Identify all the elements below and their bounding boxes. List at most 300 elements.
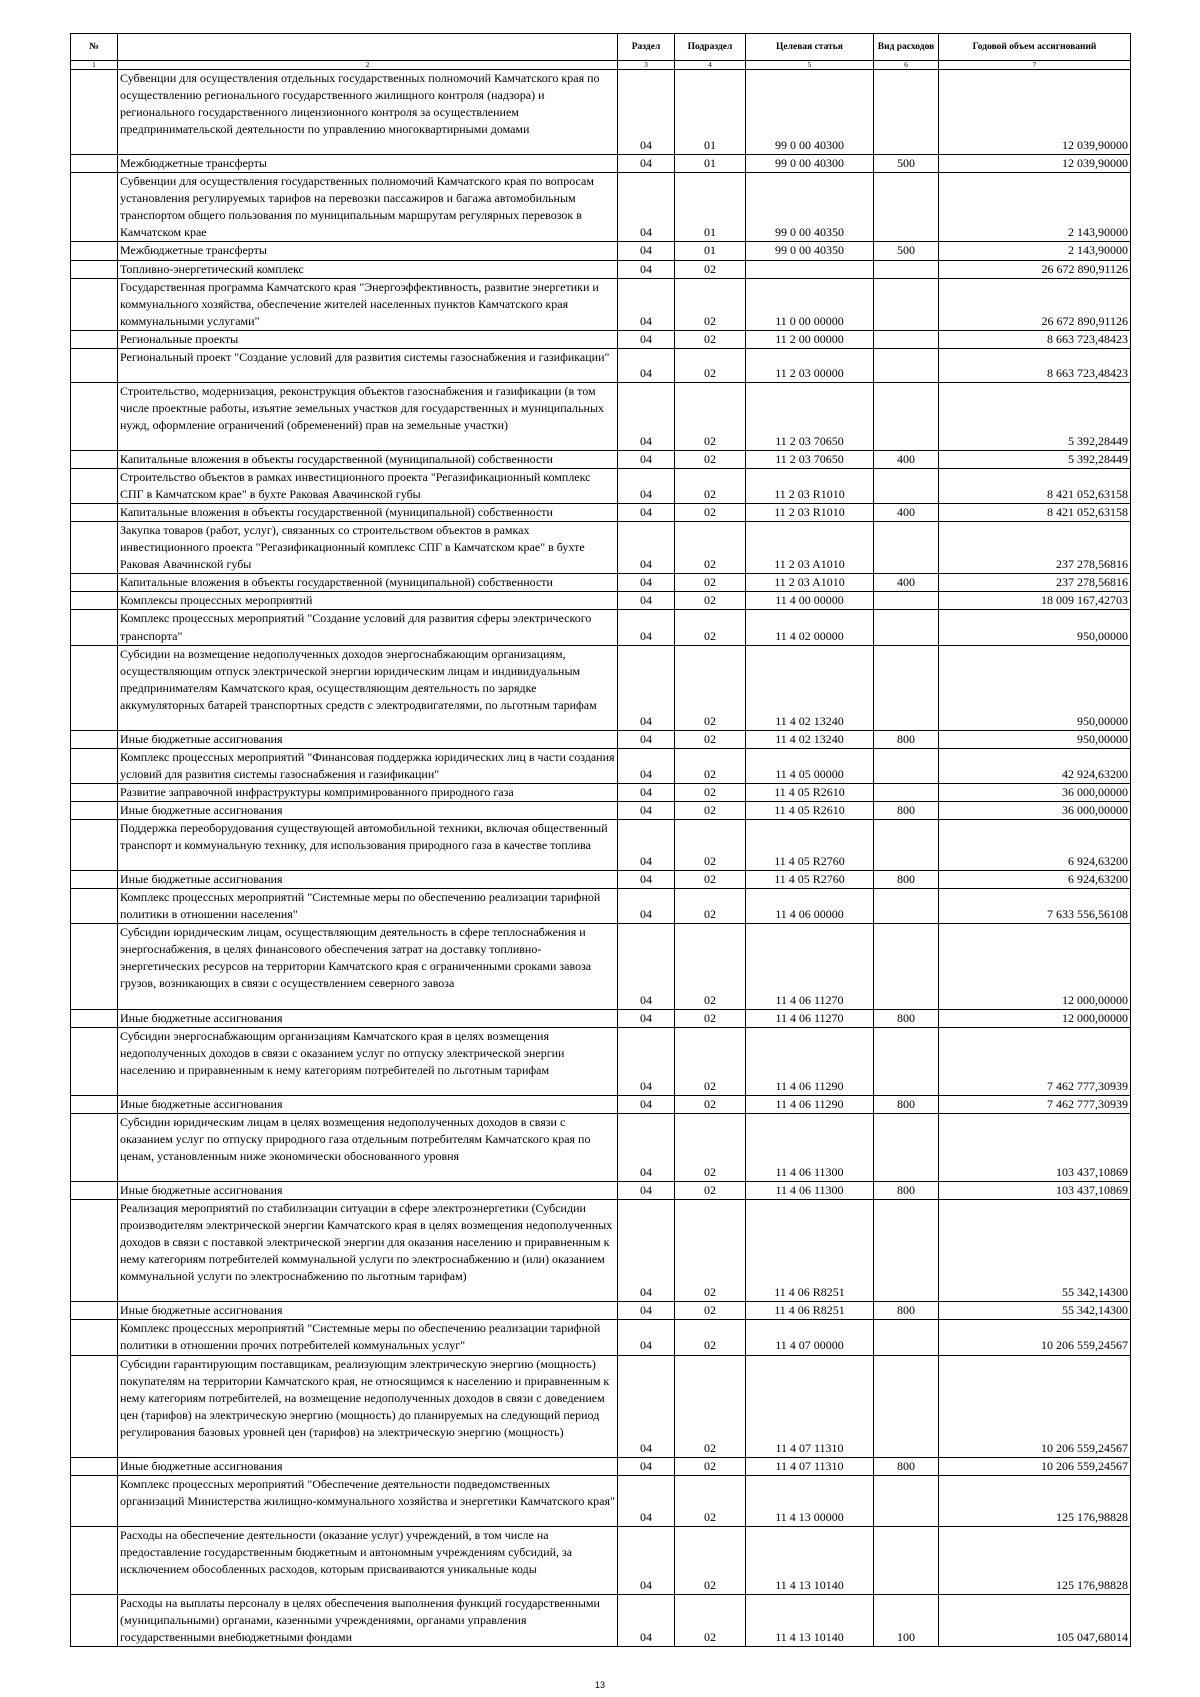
row-amount: 42 924,63200 bbox=[939, 748, 1131, 783]
row-name: Региональные проекты bbox=[118, 330, 618, 348]
row-podrazdel: 02 bbox=[675, 1457, 746, 1475]
row-amount: 8 421 052,63158 bbox=[939, 504, 1131, 522]
num-cell bbox=[71, 924, 118, 1009]
row-name: Комплекс процессных мероприятий "Финансовая поддержка юридических лиц в части создания условий для развития системы газоснабжения и газификации" bbox=[118, 748, 618, 783]
row-podrazdel: 02 bbox=[675, 1095, 746, 1113]
row-celevaya-statya: 11 2 03 70650 bbox=[746, 382, 874, 450]
num-cell bbox=[71, 1527, 118, 1595]
row-razdel: 04 bbox=[618, 1475, 675, 1526]
num-cell bbox=[71, 645, 118, 730]
row-celevaya-statya: 99 0 00 40300 bbox=[746, 70, 874, 155]
row-vid-rashodov: 800 bbox=[874, 871, 939, 889]
row-amount: 8 663 723,48423 bbox=[939, 330, 1131, 348]
row-vid-rashodov bbox=[874, 1527, 939, 1595]
column-number: 1 bbox=[71, 61, 118, 70]
row-podrazdel: 02 bbox=[675, 802, 746, 820]
row-vid-rashodov bbox=[874, 70, 939, 155]
row-celevaya-statya bbox=[746, 260, 874, 278]
row-amount: 125 176,98828 bbox=[939, 1527, 1131, 1595]
row-amount: 103 437,10869 bbox=[939, 1182, 1131, 1200]
table-row bbox=[71, 451, 1131, 469]
num-cell bbox=[71, 748, 118, 783]
row-vid-rashodov: 800 bbox=[874, 1302, 939, 1320]
row-amount: 6 924,63200 bbox=[939, 871, 1131, 889]
row-celevaya-statya: 11 4 02 13240 bbox=[746, 645, 874, 730]
num-cell bbox=[71, 730, 118, 748]
row-amount: 8 421 052,63158 bbox=[939, 469, 1131, 504]
row-amount: 7 633 556,56108 bbox=[939, 889, 1131, 924]
num-cell bbox=[71, 1475, 118, 1526]
num-cell bbox=[71, 802, 118, 820]
row-amount: 10 206 559,24567 bbox=[939, 1355, 1131, 1457]
table-row bbox=[71, 1527, 1131, 1595]
row-vid-rashodov bbox=[874, 924, 939, 1009]
row-vid-rashodov bbox=[874, 592, 939, 610]
row-vid-rashodov bbox=[874, 645, 939, 730]
row-amount: 7 462 777,30939 bbox=[939, 1027, 1131, 1095]
row-podrazdel: 02 bbox=[675, 1320, 746, 1355]
row-name: Строительство, модернизация, реконструкция объектов газоснабжения и газификации (в том числе проектные работы, изъятие земельных участков для государственных и муниципальных нужд, оформление ограничений (обременений) прав на земельные участки) bbox=[118, 382, 618, 450]
row-vid-rashodov bbox=[874, 348, 939, 382]
row-name: Субсидии энергоснабжающим организациям Камчатского края в целях возмещения недополученных доходов в связи с оказанием услуг по отпуску электрической энергии населению и приравненным к нему категориям потребителей по льготным тарифам bbox=[118, 1027, 618, 1095]
row-name: Комплекс процессных мероприятий "Системные меры по обеспечению реализации тарифной политики в отношении населения" bbox=[118, 889, 618, 924]
row-podrazdel: 02 bbox=[675, 1595, 746, 1647]
table-row bbox=[71, 1595, 1131, 1647]
row-razdel: 04 bbox=[618, 155, 675, 173]
table-row bbox=[71, 889, 1131, 924]
row-vid-rashodov bbox=[874, 469, 939, 504]
row-razdel: 04 bbox=[618, 1182, 675, 1200]
row-amount: 26 672 890,91126 bbox=[939, 278, 1131, 330]
row-vid-rashodov: 800 bbox=[874, 730, 939, 748]
row-name: Субсидии юридическим лицам в целях возмещения недополученных доходов в связи с оказанием услуг по отпуску природного газа отдельным потребителям Камчатского края по ценам, установленным ниже экономически обоснованного уровня bbox=[118, 1113, 618, 1181]
num-cell bbox=[71, 469, 118, 504]
table-header-row bbox=[71, 34, 1131, 61]
num-cell bbox=[71, 1182, 118, 1200]
row-celevaya-statya: 11 2 03 70650 bbox=[746, 451, 874, 469]
column-number: 4 bbox=[675, 61, 746, 70]
row-razdel: 04 bbox=[618, 1355, 675, 1457]
row-amount: 6 924,63200 bbox=[939, 820, 1131, 871]
row-amount: 2 143,90000 bbox=[939, 173, 1131, 242]
row-amount: 12 039,90000 bbox=[939, 155, 1131, 173]
row-razdel: 04 bbox=[618, 348, 675, 382]
num-cell bbox=[71, 871, 118, 889]
row-vid-rashodov: 800 bbox=[874, 802, 939, 820]
row-celevaya-statya: 11 4 06 R8251 bbox=[746, 1302, 874, 1320]
row-name: Расходы на выплаты персоналу в целях обеспечения выполнения функций государственными (муниципальными) органами, казенными учреждениями, органами управления государственными внебюджетными фондами bbox=[118, 1595, 618, 1647]
row-podrazdel: 02 bbox=[675, 1475, 746, 1526]
table-row bbox=[71, 730, 1131, 748]
row-amount: 125 176,98828 bbox=[939, 1475, 1131, 1526]
row-celevaya-statya: 11 4 06 11290 bbox=[746, 1027, 874, 1095]
table-row bbox=[71, 1182, 1131, 1200]
row-celevaya-statya: 11 4 13 00000 bbox=[746, 1475, 874, 1526]
row-name: Комплекс процессных мероприятий "Создание условий для развития сферы электрического транспорта" bbox=[118, 610, 618, 645]
row-celevaya-statya: 11 4 07 00000 bbox=[746, 1320, 874, 1355]
row-amount: 12 000,00000 bbox=[939, 1009, 1131, 1027]
row-razdel: 04 bbox=[618, 748, 675, 783]
row-razdel: 04 bbox=[618, 574, 675, 592]
row-podrazdel: 02 bbox=[675, 1355, 746, 1457]
table-row bbox=[71, 155, 1131, 173]
row-celevaya-statya: 99 0 00 40350 bbox=[746, 173, 874, 242]
row-razdel: 04 bbox=[618, 70, 675, 155]
row-celevaya-statya: 11 4 06 R8251 bbox=[746, 1200, 874, 1302]
row-name: Субсидии гарантирующим поставщикам, реализующим электрическую энергию (мощность) покупателям на территории Камчатского края, не относящимся к населению и приравненным к нему категориям потребителей, на возмещение недополученных доходов в связи с доведением цен (тарифов) на электрическую энергию (мощность) до планируемых на следующий период регулирования базовых уровней цен (тарифов) на электрическую энергию (мощность) bbox=[118, 1355, 618, 1457]
table-row bbox=[71, 924, 1131, 1009]
row-vid-rashodov bbox=[874, 748, 939, 783]
column-number: 3 bbox=[618, 61, 675, 70]
num-cell bbox=[71, 155, 118, 173]
row-name: Иные бюджетные ассигнования bbox=[118, 1182, 618, 1200]
row-vid-rashodov bbox=[874, 1320, 939, 1355]
row-podrazdel: 02 bbox=[675, 522, 746, 574]
row-name: Субвенции для осуществления отдельных государственных полномочий Камчатского края по осуществлению регионального государственного жилищного контроля (надзора) и регионального государственного лицензионного контроля за осуществлением предпринимательской деятельности по управлению многоквартирными домами bbox=[118, 70, 618, 155]
num-cell bbox=[71, 889, 118, 924]
row-razdel: 04 bbox=[618, 1113, 675, 1181]
table-row bbox=[71, 574, 1131, 592]
row-amount: 2 143,90000 bbox=[939, 242, 1131, 260]
row-razdel: 04 bbox=[618, 1320, 675, 1355]
num-cell bbox=[71, 382, 118, 450]
table-row bbox=[71, 1095, 1131, 1113]
row-celevaya-statya: 11 0 00 00000 bbox=[746, 278, 874, 330]
row-celevaya-statya: 11 4 13 10140 bbox=[746, 1595, 874, 1647]
table-row bbox=[71, 1355, 1131, 1457]
row-podrazdel: 02 bbox=[675, 748, 746, 783]
row-celevaya-statya: 11 2 03 A1010 bbox=[746, 574, 874, 592]
num-cell bbox=[71, 522, 118, 574]
row-vid-rashodov: 500 bbox=[874, 155, 939, 173]
row-razdel: 04 bbox=[618, 1200, 675, 1302]
row-razdel: 04 bbox=[618, 260, 675, 278]
row-vid-rashodov: 400 bbox=[874, 574, 939, 592]
num-cell bbox=[71, 348, 118, 382]
row-vid-rashodov bbox=[874, 522, 939, 574]
row-vid-rashodov bbox=[874, 1475, 939, 1526]
table-row bbox=[71, 278, 1131, 330]
num-cell bbox=[71, 260, 118, 278]
num-cell bbox=[71, 451, 118, 469]
table-row bbox=[71, 522, 1131, 574]
row-podrazdel: 02 bbox=[675, 1027, 746, 1095]
header-name bbox=[118, 34, 618, 61]
row-podrazdel: 02 bbox=[675, 348, 746, 382]
row-podrazdel: 02 bbox=[675, 820, 746, 871]
row-podrazdel: 02 bbox=[675, 1182, 746, 1200]
row-podrazdel: 02 bbox=[675, 260, 746, 278]
table-row bbox=[71, 1457, 1131, 1475]
row-razdel: 04 bbox=[618, 645, 675, 730]
row-vid-rashodov bbox=[874, 278, 939, 330]
row-podrazdel: 02 bbox=[675, 451, 746, 469]
row-razdel: 04 bbox=[618, 924, 675, 1009]
row-amount: 26 672 890,91126 bbox=[939, 260, 1131, 278]
row-name: Иные бюджетные ассигнования bbox=[118, 1457, 618, 1475]
table-row bbox=[71, 260, 1131, 278]
num-cell bbox=[71, 1355, 118, 1457]
num-cell bbox=[71, 1113, 118, 1181]
row-celevaya-statya: 11 2 03 00000 bbox=[746, 348, 874, 382]
column-number: 7 bbox=[939, 61, 1131, 70]
row-name: Закупка товаров (работ, услуг), связанных со строительством объектов в рамках инвестиционного проекта "Регазификационный комплекс СПГ в Камчатском крае" в бухте Раковая Авачинской губы bbox=[118, 522, 618, 574]
table-row bbox=[71, 1320, 1131, 1355]
table-row bbox=[71, 1027, 1131, 1095]
row-vid-rashodov bbox=[874, 260, 939, 278]
table-row bbox=[71, 1113, 1131, 1181]
row-celevaya-statya: 11 4 13 10140 bbox=[746, 1527, 874, 1595]
row-razdel: 04 bbox=[618, 871, 675, 889]
row-amount: 36 000,00000 bbox=[939, 802, 1131, 820]
num-cell bbox=[71, 1457, 118, 1475]
row-razdel: 04 bbox=[618, 610, 675, 645]
row-razdel: 04 bbox=[618, 504, 675, 522]
row-razdel: 04 bbox=[618, 1095, 675, 1113]
row-vid-rashodov bbox=[874, 889, 939, 924]
row-razdel: 04 bbox=[618, 820, 675, 871]
row-vid-rashodov bbox=[874, 783, 939, 801]
row-amount: 950,00000 bbox=[939, 730, 1131, 748]
row-razdel: 04 bbox=[618, 802, 675, 820]
row-celevaya-statya: 11 4 06 11290 bbox=[746, 1095, 874, 1113]
row-amount: 105 047,68014 bbox=[939, 1595, 1131, 1647]
row-podrazdel: 01 bbox=[675, 242, 746, 260]
row-celevaya-statya: 11 4 06 11300 bbox=[746, 1182, 874, 1200]
row-name: Капитальные вложения в объекты государственной (муниципальной) собственности bbox=[118, 451, 618, 469]
row-podrazdel: 02 bbox=[675, 278, 746, 330]
num-cell bbox=[71, 1302, 118, 1320]
row-amount: 10 206 559,24567 bbox=[939, 1320, 1131, 1355]
num-cell bbox=[71, 330, 118, 348]
column-number: 2 bbox=[118, 61, 618, 70]
row-name: Иные бюджетные ассигнования bbox=[118, 1302, 618, 1320]
row-vid-rashodov bbox=[874, 1113, 939, 1181]
column-number-row bbox=[71, 61, 1131, 70]
row-razdel: 04 bbox=[618, 1302, 675, 1320]
row-name: Расходы на обеспечение деятельности (оказание услуг) учреждений, в том числе на предоставление государственным бюджетным и автономным учреждениям субсидий, за исключением обособленных расходов, которым присваиваются уникальные коды bbox=[118, 1527, 618, 1595]
row-celevaya-statya: 11 2 03 A1010 bbox=[746, 522, 874, 574]
row-amount: 5 392,28449 bbox=[939, 382, 1131, 450]
row-amount: 55 342,14300 bbox=[939, 1302, 1131, 1320]
row-podrazdel: 02 bbox=[675, 924, 746, 1009]
row-vid-rashodov bbox=[874, 820, 939, 871]
row-razdel: 04 bbox=[618, 730, 675, 748]
row-razdel: 04 bbox=[618, 278, 675, 330]
row-celevaya-statya: 11 4 07 11310 bbox=[746, 1457, 874, 1475]
header-celevaya-statya: Целевая статья bbox=[746, 34, 874, 61]
column-number: 6 bbox=[874, 61, 939, 70]
row-celevaya-statya: 11 4 06 11300 bbox=[746, 1113, 874, 1181]
header-podrazdel: Подраздел bbox=[675, 34, 746, 61]
row-celevaya-statya: 11 4 00 00000 bbox=[746, 592, 874, 610]
row-name: Строительство объектов в рамках инвестиционного проекта "Регазификационный комплекс СПГ в Камчатском крае" в бухте Раковая Авачинской губы bbox=[118, 469, 618, 504]
table-row bbox=[71, 1302, 1131, 1320]
table-row bbox=[71, 748, 1131, 783]
row-amount: 950,00000 bbox=[939, 645, 1131, 730]
row-celevaya-statya: 11 4 06 11270 bbox=[746, 1009, 874, 1027]
table-row bbox=[71, 330, 1131, 348]
header-godovoy-obem: Годовой объем ассигнований bbox=[939, 34, 1131, 61]
table-row bbox=[71, 242, 1131, 260]
num-cell bbox=[71, 1095, 118, 1113]
table-row bbox=[71, 382, 1131, 450]
row-amount: 36 000,00000 bbox=[939, 783, 1131, 801]
row-vid-rashodov bbox=[874, 610, 939, 645]
num-cell bbox=[71, 173, 118, 242]
row-celevaya-statya: 11 4 02 13240 bbox=[746, 730, 874, 748]
num-cell bbox=[71, 1595, 118, 1647]
row-vid-rashodov: 400 bbox=[874, 504, 939, 522]
row-name: Комплекс процессных мероприятий "Системные меры по обеспечению реализации тарифной политики в отношении прочих потребителей коммунальных услуг" bbox=[118, 1320, 618, 1355]
row-vid-rashodov bbox=[874, 1027, 939, 1095]
row-razdel: 04 bbox=[618, 1595, 675, 1647]
table-row bbox=[71, 504, 1131, 522]
row-amount: 8 663 723,48423 bbox=[939, 348, 1131, 382]
row-name: Региональный проект "Создание условий для развития системы газоснабжения и газификации" bbox=[118, 348, 618, 382]
row-podrazdel: 02 bbox=[675, 1200, 746, 1302]
row-vid-rashodov: 400 bbox=[874, 451, 939, 469]
row-podrazdel: 01 bbox=[675, 155, 746, 173]
table-row bbox=[71, 1200, 1131, 1302]
row-celevaya-statya: 11 4 05 R2760 bbox=[746, 871, 874, 889]
row-podrazdel: 01 bbox=[675, 70, 746, 155]
row-podrazdel: 02 bbox=[675, 1009, 746, 1027]
budget-page bbox=[70, 33, 1130, 1647]
row-name: Межбюджетные трансферты bbox=[118, 155, 618, 173]
row-vid-rashodov: 800 bbox=[874, 1457, 939, 1475]
row-name: Развитие заправочной инфраструктуры компримированного природного газа bbox=[118, 783, 618, 801]
row-podrazdel: 02 bbox=[675, 382, 746, 450]
row-amount: 7 462 777,30939 bbox=[939, 1095, 1131, 1113]
row-celevaya-statya: 11 4 05 R2610 bbox=[746, 802, 874, 820]
row-vid-rashodov bbox=[874, 173, 939, 242]
num-cell bbox=[71, 592, 118, 610]
row-razdel: 04 bbox=[618, 889, 675, 924]
row-podrazdel: 02 bbox=[675, 645, 746, 730]
table-row bbox=[71, 1475, 1131, 1526]
row-razdel: 04 bbox=[618, 592, 675, 610]
row-amount: 237 278,56816 bbox=[939, 574, 1131, 592]
row-podrazdel: 02 bbox=[675, 330, 746, 348]
row-celevaya-statya: 11 2 03 R1010 bbox=[746, 469, 874, 504]
row-podrazdel: 01 bbox=[675, 173, 746, 242]
num-cell bbox=[71, 783, 118, 801]
row-name: Капитальные вложения в объекты государственной (муниципальной) собственности bbox=[118, 504, 618, 522]
row-vid-rashodov: 500 bbox=[874, 242, 939, 260]
num-cell bbox=[71, 574, 118, 592]
num-cell bbox=[71, 1200, 118, 1302]
row-celevaya-statya: 11 2 00 00000 bbox=[746, 330, 874, 348]
row-razdel: 04 bbox=[618, 1527, 675, 1595]
row-celevaya-statya: 11 4 06 11270 bbox=[746, 924, 874, 1009]
row-amount: 55 342,14300 bbox=[939, 1200, 1131, 1302]
row-amount: 18 009 167,42703 bbox=[939, 592, 1131, 610]
row-name: Государственная программа Камчатского края "Энергоэффективность, развитие энергетики и коммунального хозяйства, обеспечение жителей населенных пунктов Камчатского края коммунальными услугами" bbox=[118, 278, 618, 330]
row-amount: 950,00000 bbox=[939, 610, 1131, 645]
row-name: Топливно-энергетический комплекс bbox=[118, 260, 618, 278]
page-number: 13 bbox=[594, 1680, 605, 1690]
num-cell bbox=[71, 278, 118, 330]
row-amount: 10 206 559,24567 bbox=[939, 1457, 1131, 1475]
row-vid-rashodov: 800 bbox=[874, 1182, 939, 1200]
row-amount: 12 000,00000 bbox=[939, 924, 1131, 1009]
row-name: Иные бюджетные ассигнования bbox=[118, 802, 618, 820]
row-celevaya-statya: 99 0 00 40350 bbox=[746, 242, 874, 260]
column-number: 5 bbox=[746, 61, 874, 70]
row-name: Поддержка переоборудования существующей автомобильной техники, включая общественный транспорт и коммунальную технику, для использования природного газа в качестве топлива bbox=[118, 820, 618, 871]
table-body bbox=[71, 70, 1131, 1647]
row-razdel: 04 bbox=[618, 522, 675, 574]
table-row bbox=[71, 802, 1131, 820]
row-podrazdel: 02 bbox=[675, 1113, 746, 1181]
row-name: Капитальные вложения в объекты государственной (муниципальной) собственности bbox=[118, 574, 618, 592]
row-razdel: 04 bbox=[618, 469, 675, 504]
row-vid-rashodov bbox=[874, 330, 939, 348]
row-celevaya-statya: 99 0 00 40300 bbox=[746, 155, 874, 173]
num-cell bbox=[71, 820, 118, 871]
header-vid-rashodov: Вид расходов bbox=[874, 34, 939, 61]
row-razdel: 04 bbox=[618, 783, 675, 801]
row-vid-rashodov bbox=[874, 1200, 939, 1302]
row-name: Комплекс процессных мероприятий "Обеспечение деятельности подведомственных организаций Министерства жилищно-коммунального хозяйства и энергетики Камчатского края" bbox=[118, 1475, 618, 1526]
row-name: Иные бюджетные ассигнования bbox=[118, 1009, 618, 1027]
table-row bbox=[71, 1009, 1131, 1027]
num-cell bbox=[71, 610, 118, 645]
row-podrazdel: 02 bbox=[675, 592, 746, 610]
row-celevaya-statya: 11 4 05 R2760 bbox=[746, 820, 874, 871]
table-row bbox=[71, 70, 1131, 155]
row-podrazdel: 02 bbox=[675, 871, 746, 889]
row-name: Иные бюджетные ассигнования bbox=[118, 730, 618, 748]
row-name: Иные бюджетные ассигнования bbox=[118, 871, 618, 889]
row-podrazdel: 02 bbox=[675, 469, 746, 504]
table-row bbox=[71, 173, 1131, 242]
row-name: Межбюджетные трансферты bbox=[118, 242, 618, 260]
row-amount: 5 392,28449 bbox=[939, 451, 1131, 469]
row-podrazdel: 02 bbox=[675, 783, 746, 801]
row-vid-rashodov: 800 bbox=[874, 1095, 939, 1113]
num-cell bbox=[71, 1009, 118, 1027]
row-amount: 103 437,10869 bbox=[939, 1113, 1131, 1181]
row-celevaya-statya: 11 4 05 R2610 bbox=[746, 783, 874, 801]
row-amount: 12 039,90000 bbox=[939, 70, 1131, 155]
row-podrazdel: 02 bbox=[675, 889, 746, 924]
row-podrazdel: 02 bbox=[675, 730, 746, 748]
table-row bbox=[71, 348, 1131, 382]
num-cell bbox=[71, 1027, 118, 1095]
row-name: Реализация мероприятий по стабилизации ситуации в сфере электроэнергетики (Субсидии производителям электрической энергии Камчатского края в целях возмещения недополученных доходов в связи с поставкой электрической энергии для оказания населению и приравненным к нему категориям потребителей коммунальной услуги по электроснабжению и (или) оказанием коммунальной услуги по электроснабжению по льготным тарифам) bbox=[118, 1200, 618, 1302]
row-amount: 237 278,56816 bbox=[939, 522, 1131, 574]
num-cell bbox=[71, 242, 118, 260]
budget-table bbox=[70, 33, 1131, 1647]
row-podrazdel: 02 bbox=[675, 504, 746, 522]
row-celevaya-statya: 11 4 05 00000 bbox=[746, 748, 874, 783]
row-razdel: 04 bbox=[618, 1457, 675, 1475]
num-cell bbox=[71, 1320, 118, 1355]
num-cell bbox=[71, 504, 118, 522]
row-celevaya-statya: 11 2 03 R1010 bbox=[746, 504, 874, 522]
header-razdel: Раздел bbox=[618, 34, 675, 61]
row-name: Субсидии на возмещение недополученных доходов энергоснабжающим организациям, осуществляющим отпуск электрической энергии юридическим лицам и индивидуальным предпринимателям Камчатского края, осуществляющим деятельность по зарядке аккумуляторных батарей транспортных средств с электродвигателями, по льготным тарифам bbox=[118, 645, 618, 730]
row-razdel: 04 bbox=[618, 330, 675, 348]
row-celevaya-statya: 11 4 06 00000 bbox=[746, 889, 874, 924]
row-podrazdel: 02 bbox=[675, 1527, 746, 1595]
row-name: Иные бюджетные ассигнования bbox=[118, 1095, 618, 1113]
row-name: Субвенции для осуществления государственных полномочий Камчатского края по вопросам установления регулируемых тарифов на перевозки пассажиров и багажа автомобильным транспортом общего пользования по муниципальным маршрутам регулярных перевозок в Камчатском крае bbox=[118, 173, 618, 242]
row-vid-rashodov: 100 bbox=[874, 1595, 939, 1647]
row-vid-rashodov bbox=[874, 382, 939, 450]
